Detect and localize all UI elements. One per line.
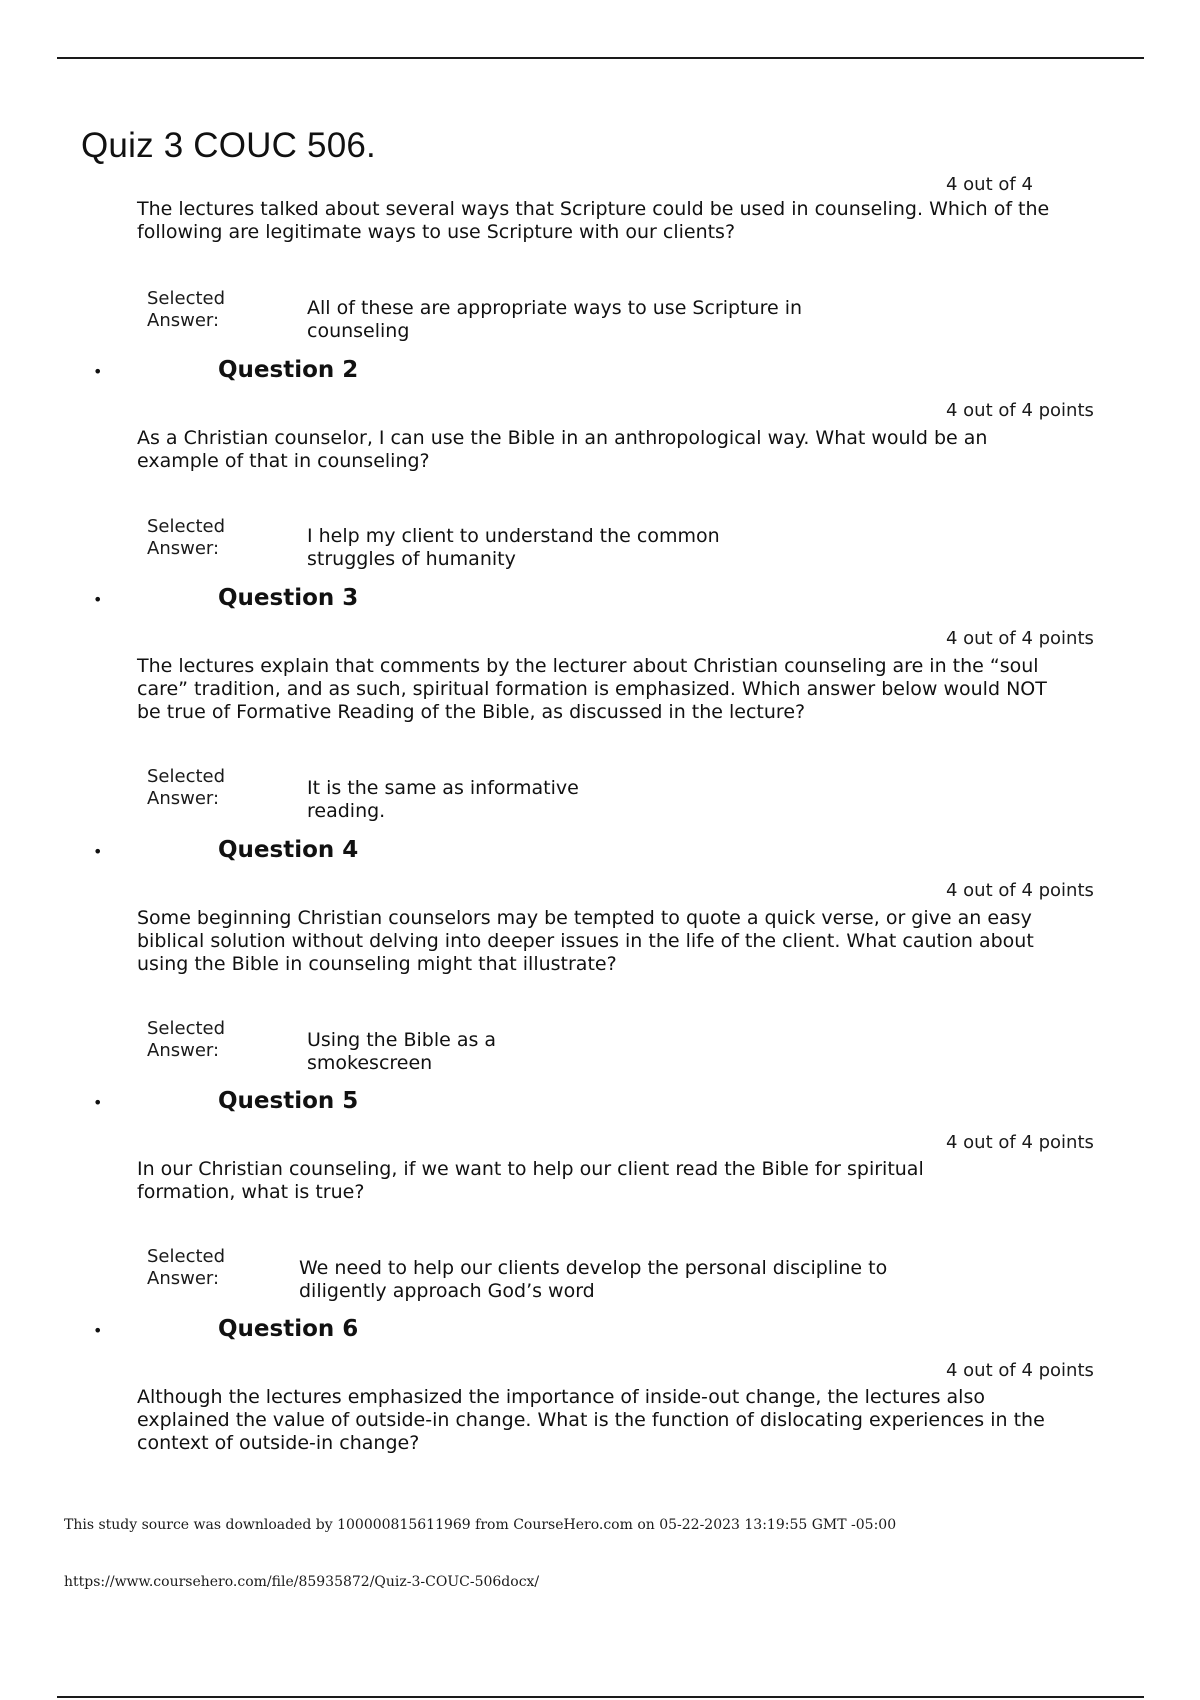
source-url[interactable]: https://www.coursehero.com/file/85935872/Quiz-3-COUC-506docx/	[64, 1574, 540, 1590]
bullet-icon: •	[93, 590, 103, 609]
question-2-text: As a Christian counselor, I can use the Bible in an anthropological way. What would be an example of that in counseling?	[137, 427, 988, 472]
selected-answer-label: Selected Answer:	[147, 1246, 226, 1289]
question-4-heading: Question 4	[218, 837, 359, 863]
selected-answer-label: Selected Answer:	[147, 1018, 226, 1061]
question-5-selected-answer: We need to help our clients develop the personal discipline to diligently approach God’s word	[299, 1257, 888, 1302]
question-3-heading: Question 3	[218, 585, 359, 611]
question-2-heading: Question 2	[218, 357, 359, 383]
question-5-text: In our Christian counseling, if we want to help our client read the Bible for spiritual formation, what is true?	[137, 1158, 924, 1203]
bullet-icon: •	[93, 362, 103, 381]
question-1-text: The lectures talked about several ways that Scripture could be used in counseling. Which of the following are legitimate ways to use Scripture with our clients?	[137, 198, 1050, 243]
question-6-heading: Question 6	[218, 1316, 359, 1342]
question-4-selected-answer: Using the Bible as a smokescreen	[307, 1029, 497, 1074]
question-4-points: 4 out of 4 points	[946, 880, 1094, 901]
question-3-selected-answer: It is the same as informative reading.	[307, 777, 579, 822]
question-2-selected-answer: I help my client to understand the common struggles of humanity	[307, 525, 720, 570]
selected-answer-label: Selected Answer:	[147, 288, 226, 331]
download-notice: This study source was downloaded by 100000815611969 from CourseHero.com on 05-22-2023 13:19:55 GMT -05:00	[64, 1517, 897, 1533]
question-4-text: Some beginning Christian counselors may be tempted to quote a quick verse, or give an easy biblical solution without delving into deeper issues in the life of the client. What caution about using the Bible in counseling might that illustrate?	[137, 907, 1034, 975]
selected-answer-label: Selected Answer:	[147, 766, 226, 809]
top-rule	[57, 57, 1144, 59]
question-3-points: 4 out of 4 points	[946, 628, 1094, 649]
question-2-points: 4 out of 4 points	[946, 400, 1094, 421]
bullet-icon: •	[93, 1093, 103, 1112]
bullet-icon: •	[93, 842, 103, 861]
question-1-selected-answer: All of these are appropriate ways to use Scripture in counseling	[307, 297, 803, 342]
question-5-points: 4 out of 4 points	[946, 1132, 1094, 1153]
question-3-text: The lectures explain that comments by the lecturer about Christian counseling are in the “soul care” tradition, and as such, spiritual formation is emphasized. Which answer below would NOT be true of Formative Reading of the Bible, as discussed in the lecture?	[137, 655, 1047, 723]
question-6-text: Although the lectures emphasized the importance of inside-out change, the lectures also explained the value of outside-in change. What is the function of dislocating experiences in the context of outside-in change?	[137, 1386, 1045, 1454]
question-1-points: 4 out of 4	[946, 174, 1033, 195]
bullet-icon: •	[93, 1321, 103, 1340]
question-6-points: 4 out of 4 points	[946, 1360, 1094, 1381]
page-title: Quiz 3 COUC 506.	[81, 126, 376, 165]
bottom-rule	[57, 1696, 1144, 1698]
selected-answer-label: Selected Answer:	[147, 516, 226, 559]
question-5-heading: Question 5	[218, 1088, 359, 1114]
